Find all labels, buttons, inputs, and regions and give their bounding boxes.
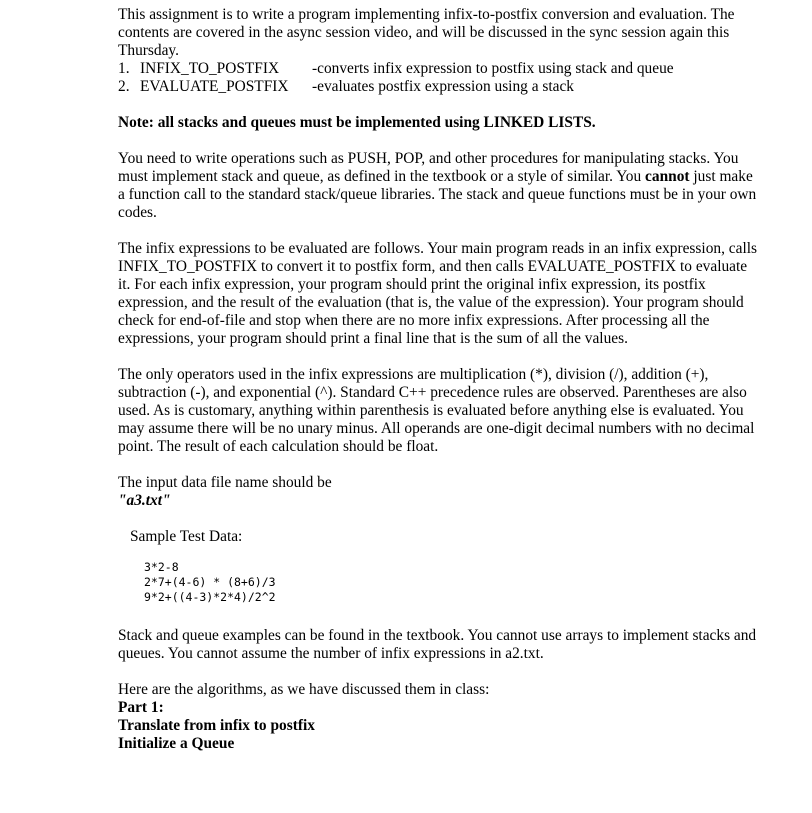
- algorithms-intro: Here are the algorithms, as we have discussed them in class:: [118, 681, 490, 698]
- sample-line: 2*7+(4-6) * (8+6)/3: [144, 575, 276, 589]
- input-file-name: "a3.txt": [118, 492, 171, 509]
- translate-heading: Translate from infix to postfix: [118, 717, 315, 734]
- list-item-number: 1.: [118, 60, 130, 77]
- program-paragraph: The infix expressions to be evaluated are follows. Your main program reads in an infix expression, calls INFIX_TO_POSTFIX to convert it to postfix form, and then calls EVALUATE_POSTFIX to evaluate it. For each infix expression, your program should print the original infix expression, its postfix expression, and the result of the evaluation (that is, the value of the expression). Your program should check for end-of-file and stop when there are no more infix expressions. After processing all the expressions, your program should print a final line that is the sum of all the values.: [118, 240, 757, 347]
- list-item-name: INFIX_TO_POSTFIX: [140, 60, 280, 77]
- operations-text-2: just make a function call to the standard stack/queue libraries. The stack and queue functions must be in your own codes.: [118, 168, 757, 221]
- input-file-line: The input data file name should be: [118, 474, 332, 491]
- list-item-number: 2.: [118, 78, 130, 95]
- operations-paragraph: [118, 150, 758, 222]
- operations-text-1: You need to write operations such as PUSH, POP, and other procedures for manipulating stacks. You must implement stack and queue, as defined in the textbook or a style of similar. You: [118, 150, 739, 185]
- operators-paragraph: The only operators used in the infix expressions are multiplication (*), division (/), addition (+), subtraction (-), and exponential (^). Standard C++ precedence rules are observed. Parentheses are also used. As is customary, anything within parenthesis is evaluated before anything else is evaluated. You may assume there will be no unary minus. All operands are one-digit decimal numbers with no decimal point. The result of each calculation should be float.: [118, 366, 755, 455]
- document-page: [118, 6, 758, 753]
- linked-list-note: Note: all stacks and queues must be implemented using LINKED LISTS.: [118, 114, 596, 131]
- sample-line: 9*2+((4-3)*2*4)/2^2: [144, 590, 276, 604]
- part-label: Part 1:: [118, 699, 164, 716]
- list-item: [118, 60, 758, 78]
- task-list: [118, 60, 758, 96]
- intro-paragraph: This assignment is to write a program implementing infix-to-postfix conversion and evaluation. The contents are covered in the async session video, and will be discussed in the sync session again this Thursday.: [118, 6, 735, 59]
- sample-test-data-label: Sample Test Data:: [130, 528, 243, 545]
- input-file-section: [118, 474, 758, 510]
- sample-line: 3*2-8: [144, 560, 179, 574]
- algorithms-section: [118, 681, 758, 753]
- list-item: [118, 78, 758, 96]
- cannot-emphasis: cannot: [645, 168, 690, 185]
- list-item-name: EVALUATE_POSTFIX: [140, 78, 289, 95]
- list-item-description: -converts infix expression to postfix using stack and queue: [312, 60, 674, 77]
- init-queue-heading: Initialize a Queue: [118, 735, 235, 752]
- sample-test-data: [144, 560, 758, 605]
- examples-paragraph: Stack and queue examples can be found in the textbook. You cannot use arrays to implement stacks and queues. You cannot assume the number of infix expressions in a2.txt.: [118, 627, 757, 662]
- list-item-description: -evaluates postfix expression using a stack: [312, 78, 575, 95]
